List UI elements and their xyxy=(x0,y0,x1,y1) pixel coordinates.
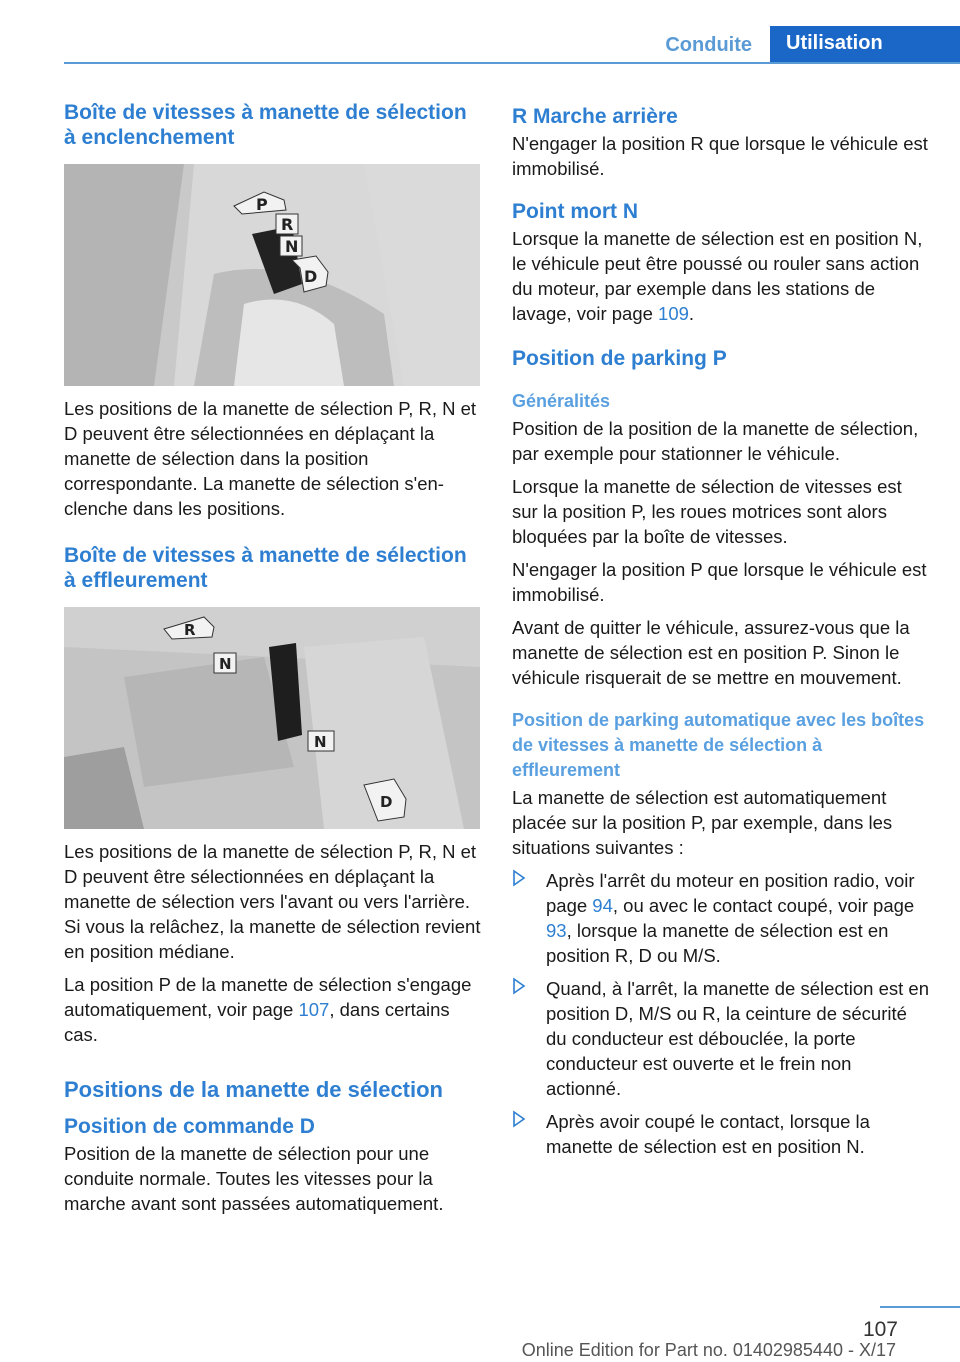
fig1-label-n: N xyxy=(285,237,299,256)
bullet-1-text-2: , ou avec le contact coupé, voir page xyxy=(612,895,915,916)
heading-marche-arriere: R Marche arrière xyxy=(512,105,678,128)
fig2-label-n-top: N xyxy=(219,655,232,673)
para-effleurement-1: Les positions de la manette de sélection P, R, N et D peuvent être sélectionnées en déplaçant la manette de sélection vers l'avant ou vers l'arrière. Si vous la relâchez, la manette de sélection revient en position médiane. xyxy=(64,841,481,962)
list-item xyxy=(512,1109,930,1159)
para-commande-d: Position de la manette de sélection pour une conduite normale. Toutes les vitesses pour la marche avant sont passées automatiquement. xyxy=(64,1143,444,1214)
para-marche-arriere: N'engager la position R que lorsque le véhicule est immobilisé. xyxy=(512,133,928,179)
left-column xyxy=(64,100,484,1224)
para-point-mort-tail: . xyxy=(688,303,695,324)
figure-shifter-effleurement xyxy=(64,607,480,829)
page-number: 107 xyxy=(862,1318,898,1341)
bullet-3-text: Après avoir coupé le contact, lorsque la manette de sélection est en position N. xyxy=(546,1111,870,1157)
para-effleurement-2 xyxy=(64,972,484,1047)
heading-commande-d: Position de commande D xyxy=(64,1115,315,1138)
heading-positions: Positions de la manette de sélection xyxy=(64,1077,443,1102)
heading-point-mort: Point mort N xyxy=(512,200,638,223)
fig2-label-r: R xyxy=(184,621,196,639)
para-effleurement-2-tail: , dans certains cas. xyxy=(64,999,450,1045)
bullet-1-text-3: , lorsque la manette de sélection est en position R, D ou M/S. xyxy=(546,920,889,966)
para-point-mort xyxy=(512,226,930,326)
tab-utilisation[interactable]: Utilisation xyxy=(770,26,960,62)
triangle-bullet-icon xyxy=(512,869,526,887)
triangle-bullet-icon xyxy=(512,977,526,995)
fig1-label-d: D xyxy=(304,267,318,286)
para-parking-auto: La manette de sélection est automatiquement placée sur la position P, par exemple, dans les situations suivantes : xyxy=(512,787,893,858)
page-link-94[interactable]: 94 xyxy=(592,895,613,916)
page-link-109[interactable]: 109 xyxy=(658,303,689,324)
page-link-93[interactable]: 93 xyxy=(546,920,567,941)
para-generalites-4: Avant de quitter le véhicule, assurez-vous que la manette de sélection est en position P. Sinon le véhicule risquerait de se mettre en mouvement. xyxy=(512,617,910,688)
heading-parking: Position de parking P xyxy=(512,347,727,370)
footer-rule xyxy=(880,1306,960,1308)
para-enclenchement: Les positions de la manette de sélection P, R, N et D peuvent être sélectionnées en déplaçant la manette de sélection dans la position correspondante. La manette de sélection s'enclenche dans les positions. xyxy=(64,398,477,519)
list-item xyxy=(512,868,930,968)
bullet-2-text: Quand, à l'arrêt, la manette de sélection est en position D, M/S ou R, la ceinture de sécurité du conducteur est débouclée, la porte conducteur est ouverte et le frein non actionné. xyxy=(546,978,930,1099)
heading-enclenchement: Boîte de vitesses à manette de sélection à enclenchement xyxy=(64,101,467,149)
heading-generalites: Généralités xyxy=(512,391,611,411)
para-effleurement-2-text: La position P de la manette de sélection s'engage automatiquement, voir page xyxy=(64,974,472,1020)
situations-list xyxy=(512,868,930,1159)
fig1-label-r: R xyxy=(281,215,294,234)
tab-conduite[interactable]: Conduite xyxy=(665,34,752,56)
fig1-label-p: P xyxy=(256,195,268,214)
heading-parking-auto: Position de parking automatique avec les boîtes de vitesses à manette de sélection à effleurement xyxy=(512,710,925,780)
bullet-1-text: Après l'arrêt du moteur en position radio, voir page xyxy=(546,870,915,916)
edition-line: Online Edition for Part no. 01402985440 - X/17 xyxy=(521,1340,896,1360)
para-generalites-1: Position de la position de la manette de sélection, par exemple pour stationner le véhicule. xyxy=(512,418,919,464)
header-rule xyxy=(64,62,960,64)
para-generalites-2: Lorsque la manette de sélection de vitesses est sur la position P, les roues motrices sont alors bloquées par la boîte de vitesses. xyxy=(512,476,902,547)
para-point-mort-text: Lorsque la manette de sélection est en position N, le véhicule peut être poussé ou rouler sans action du moteur, par exemple dans les stations de lavage, voir page xyxy=(512,228,923,324)
right-column xyxy=(512,100,930,1167)
fig2-label-n-bottom: N xyxy=(314,733,327,751)
page-link-107[interactable]: 107 xyxy=(298,999,330,1020)
para-generalites-3: N'engager la position P que lorsque le véhicule est immobilisé. xyxy=(512,559,927,605)
fig2-label-d: D xyxy=(380,793,393,811)
triangle-bullet-icon xyxy=(512,1110,526,1128)
list-item xyxy=(512,976,930,1101)
heading-effleurement: Boîte de vitesses à manette de sélection à effleurement xyxy=(64,544,467,592)
figure-shifter-enclenchement xyxy=(64,164,480,386)
header-tabs xyxy=(647,26,960,62)
